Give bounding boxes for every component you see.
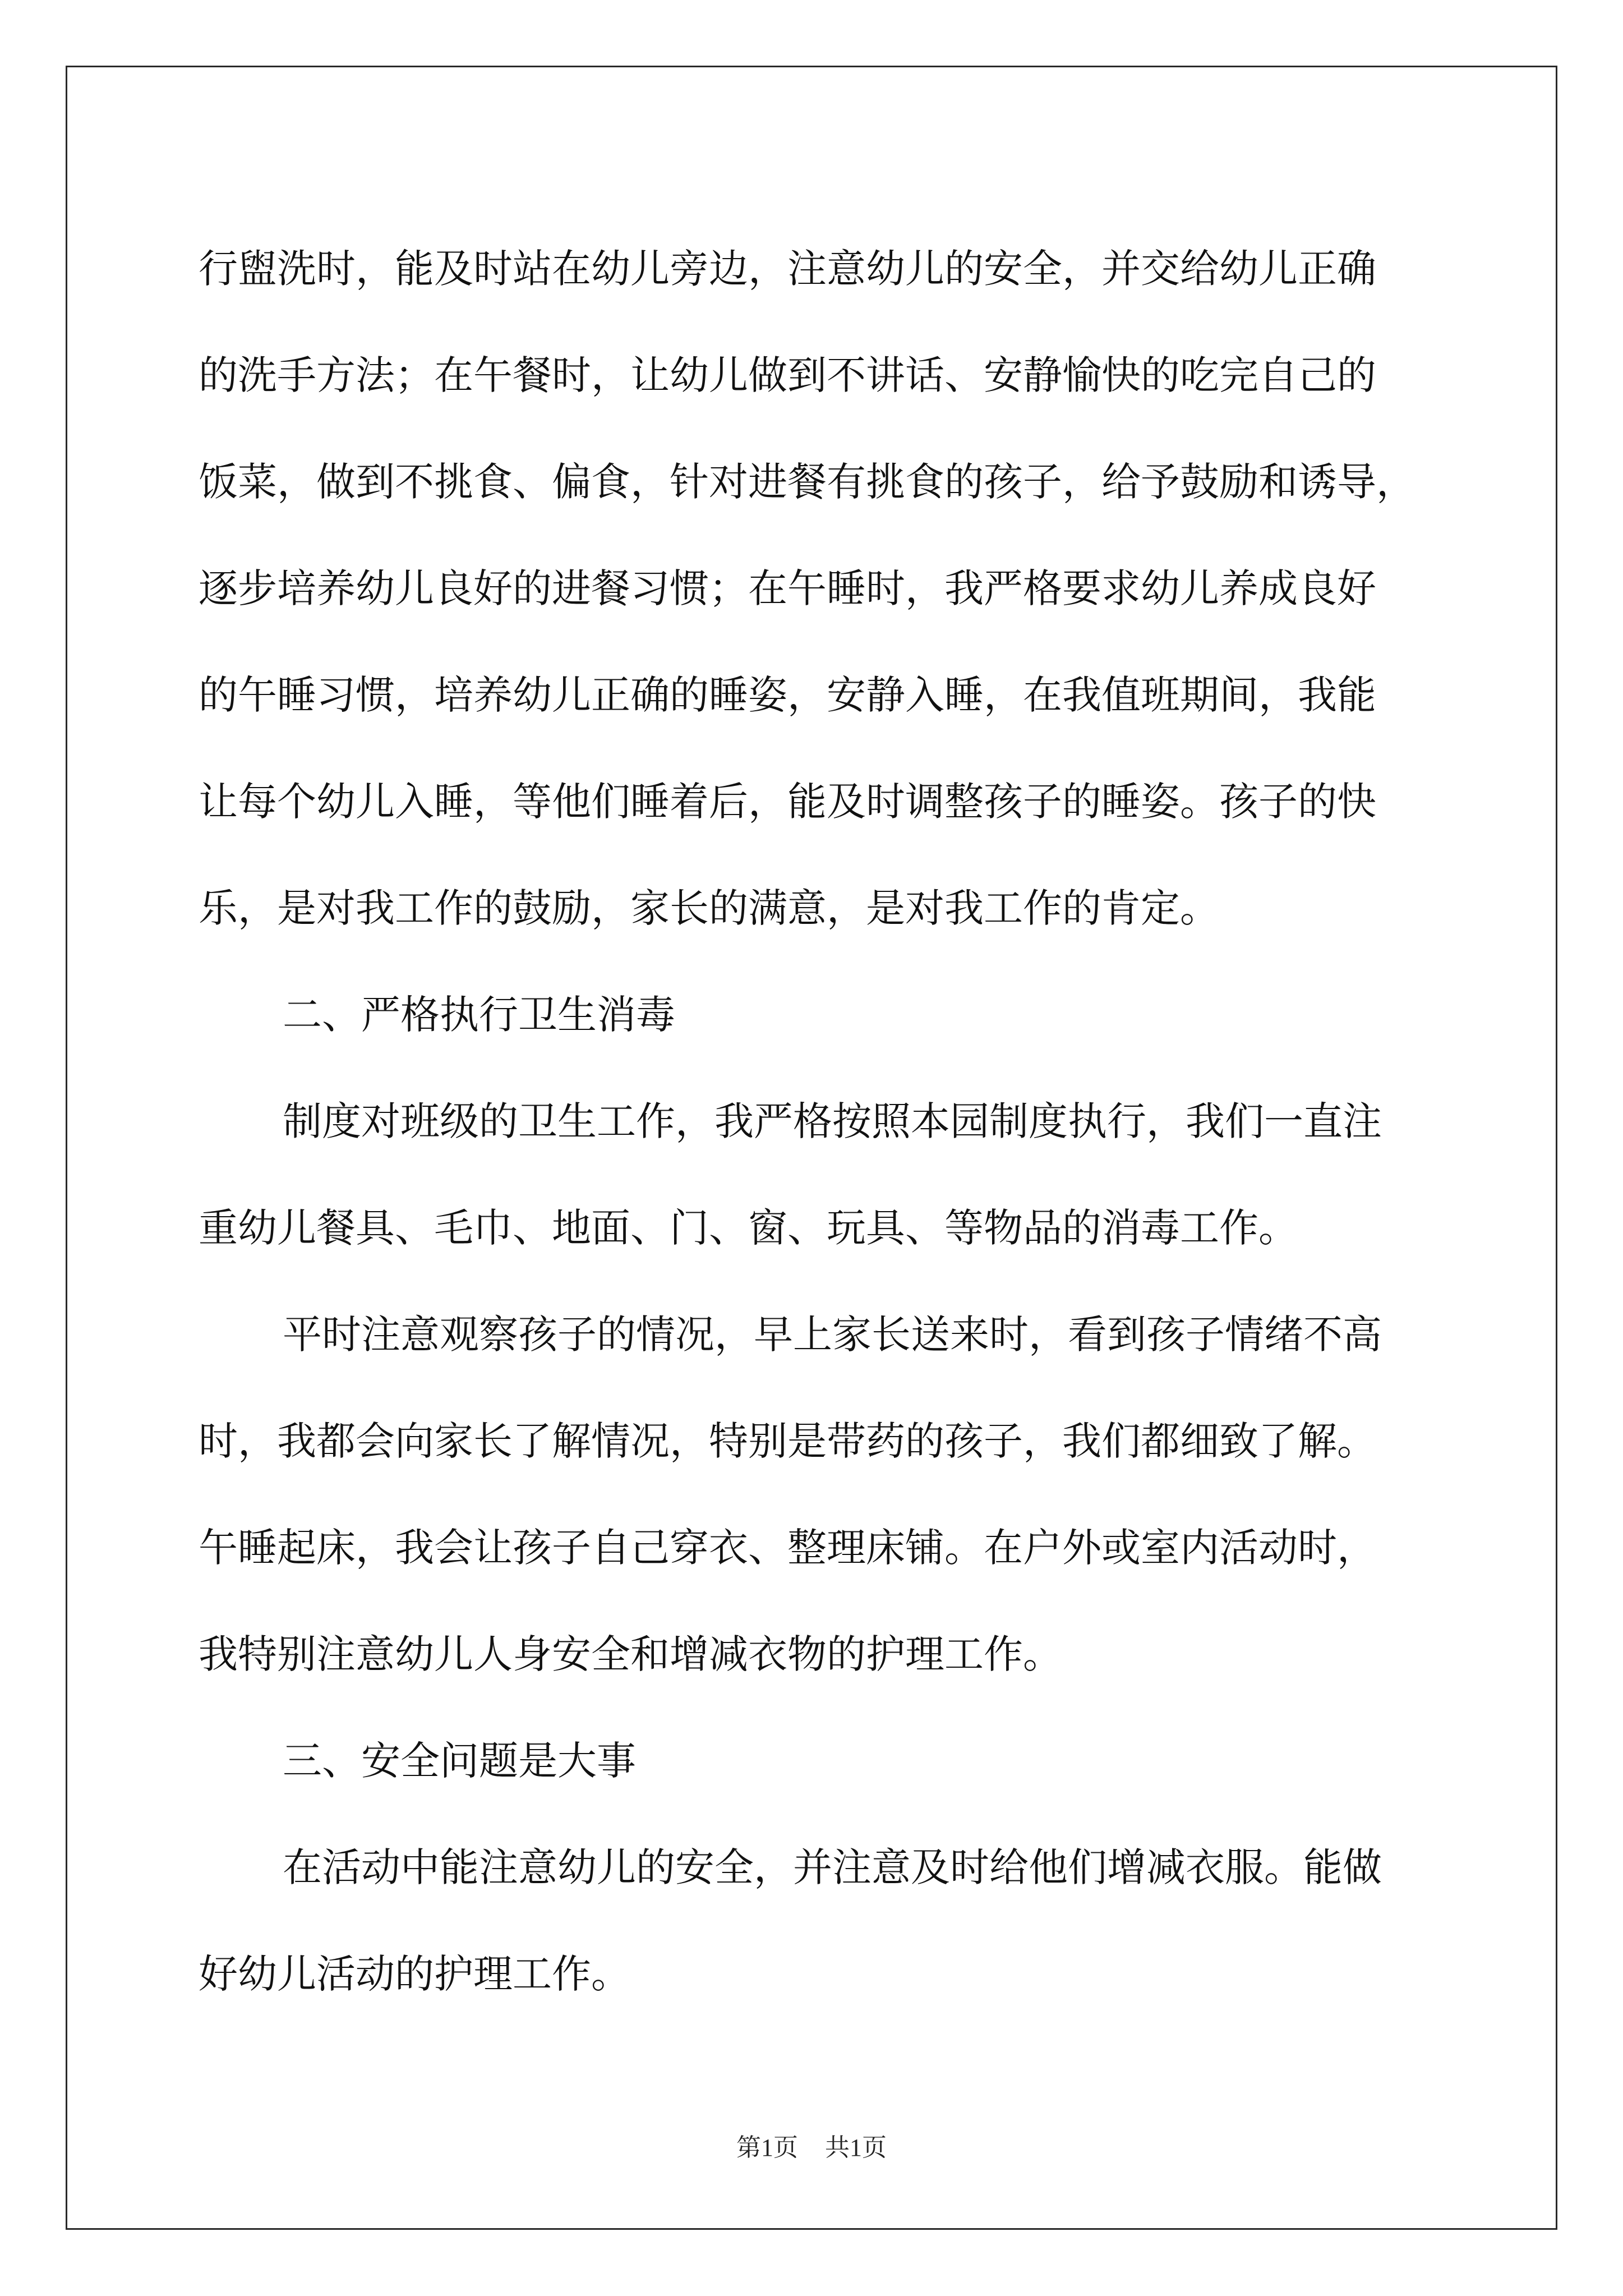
text-line: 好幼儿活动的护理工作。 xyxy=(199,1951,630,1997)
text-line: 行盥洗时，能及时站在幼儿旁边，注意幼儿的安全，并交给幼儿正确 xyxy=(199,246,1376,292)
page-total: 共1页 xyxy=(825,2134,887,2161)
section-heading: 三、安全问题是大事 xyxy=(283,1738,636,1784)
text-line: 我特别注意幼儿人身安全和增减衣物的护理工作。 xyxy=(199,1631,1062,1677)
paragraph-start: 在活动中能注意幼儿的安全，并注意及时给他们增减衣服。能做 xyxy=(283,1844,1382,1890)
paragraph-start: 平时注意观察孩子的情况，早上家长送来时，看到孩子情绪不高 xyxy=(283,1312,1382,1358)
text-line: 午睡起床，我会让孩子自己穿衣、整理床铺。在户外或室内活动时， xyxy=(199,1525,1376,1571)
document-body xyxy=(199,215,1472,2027)
text-line: 时，我都会向家长了解情况，特别是带药的孩子，我们都细致了解。 xyxy=(199,1418,1376,1464)
page-footer xyxy=(0,2127,1623,2163)
section-heading: 二、严格执行卫生消毒 xyxy=(283,992,675,1038)
text-line: 逐步培养幼儿良好的进餐习惯；在午睡时，我严格要求幼儿养成良好 xyxy=(199,565,1376,611)
text-line: 让每个幼儿入睡，等他们睡着后，能及时调整孩子的睡姿。孩子的快 xyxy=(199,779,1376,825)
paragraph-start: 制度对班级的卫生工作，我严格按照本园制度执行，我们一直注 xyxy=(283,1098,1382,1144)
text-line: 的午睡习惯，培养幼儿正确的睡姿，安静入睡，在我值班期间，我能 xyxy=(199,672,1376,718)
text-line: 饭菜，做到不挑食、偏食，针对进餐有挑食的孩子，给予鼓励和诱导， xyxy=(199,459,1415,505)
text-line: 的洗手方法；在午餐时，让幼儿做到不讲话、安静愉快的吃完自己的 xyxy=(199,352,1376,398)
page-number: 第1页 xyxy=(736,2134,798,2161)
text-line: 乐，是对我工作的鼓励，家长的满意，是对我工作的肯定。 xyxy=(199,885,1219,931)
text-line: 重幼儿餐具、毛巾、地面、门、窗、玩具、等物品的消毒工作。 xyxy=(199,1205,1298,1251)
